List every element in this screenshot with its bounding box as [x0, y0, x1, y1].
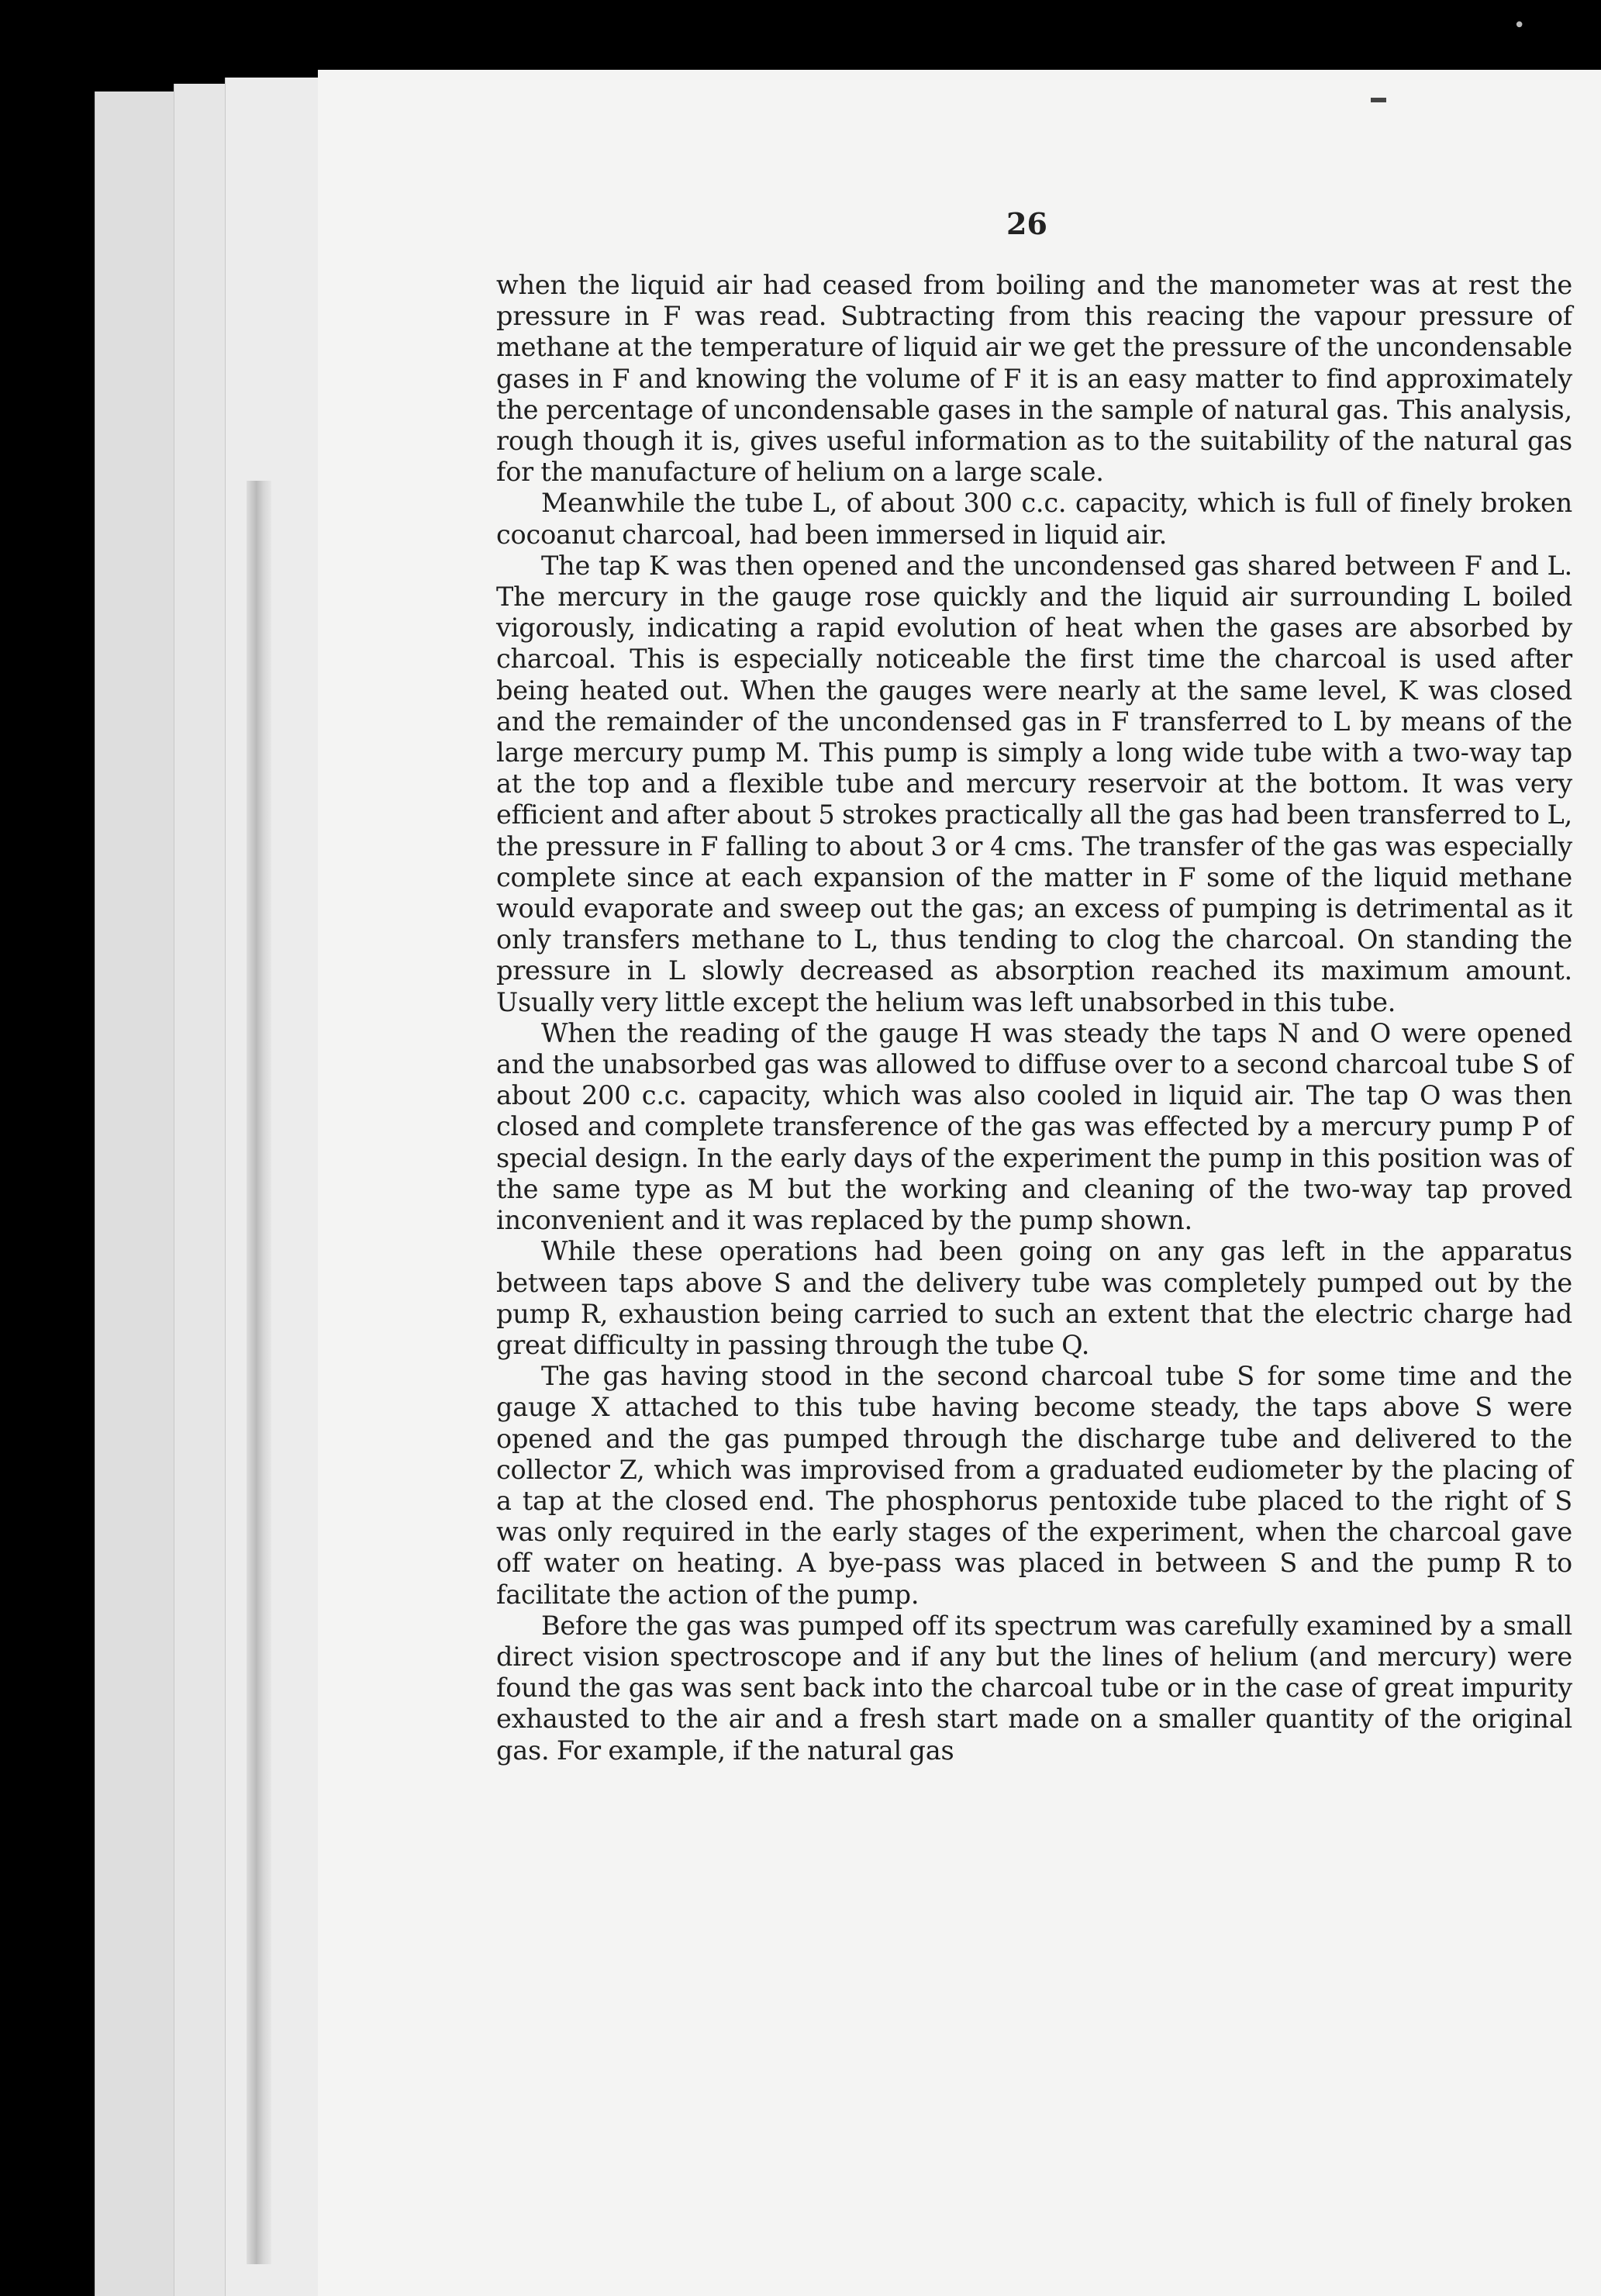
paragraph: Before the gas was pumped off its spectrum was carefully examined by a small direct vision spectroscope and if any but the lines of helium (and mercury) were found the gas was sent back into the charcoal tube or in the case of great impurity exhausted to the air and a fresh start made on a smaller quantity of the original gas. For example, if the natural gas: [496, 1610, 1572, 1766]
body-text: [496, 270, 1572, 1766]
paragraph: When the reading of the gauge H was steady the taps N and O were opened and the unabsorbed gas was allowed to diffuse over to a second charcoal tube S of about 200 c.c. capacity, which was also cooled in liquid air. The tap O was then closed and complete transference of the gas was effected by a mercury pump P of special design. In the early days of the experiment the pump in this position was of the same type as M but the working and cleaning of the two-way tap proved inconvenient and it was replaced by the pump shown.: [496, 1017, 1572, 1236]
scan-speck: •: [1513, 14, 1526, 37]
paragraph: when the liquid air had ceased from boiling and the manometer was at rest the pressure in F was read. Subtracting from this reacing the vapour pressure of methane at the temperature of liquid air we get the pressure of the uncondensable gases in F and knowing the volume of F it is an easy matter to find approximately the percentage of uncondensable gases in the sample of natural gas. This analysis, rough though it is, gives useful information as to the suitability of the natural gas for the manufacture of helium on a large scale.: [496, 270, 1572, 488]
paragraph: The tap K was then opened and the uncondensed gas shared between F and L. The mercury in the gauge rose quickly and the liquid air surrounding L boiled vigorously, indicating a rapid evolution of heat when the gases are absorbed by charcoal. This is especially noticeable the first time the charcoal is used after being heated out. When the gauges were nearly at the same level, K was closed and the remainder of the uncondensed gas in F transferred to L by means of the large mercury pump M. This pump is simply a long wide tube with a two-way tap at the top and a flexible tube and mercury reservoir at the bottom. It was very efficient and after about 5 strokes practically all the gas had been transferred to L, the pressure in F falling to about 3 or 4 cms. The transfer of the gas was especially complete since at each expansion of the matter in F some of the liquid methane would evaporate and sweep out the gas; an excess of pumping is detrimental as it only transfers methane to L, thus tending to clog the charcoal. On standing the pressure in L slowly decreased as absorption reached its maximum amount. Usually very little except the helium was left unabsorbed in this tube.: [496, 550, 1572, 1017]
page-number: 26: [1006, 206, 1047, 241]
paragraph: Meanwhile the tube L, of about 300 c.c. capacity, which is full of finely broken cocoanut charcoal, had been immersed in liquid air.: [496, 488, 1572, 550]
paragraph: The gas having stood in the second charcoal tube S for some time and the gauge X attached to this tube having become steady, the taps above S were opened and the gas pumped through the discharge tube and delivered to the collector Z, which was improvised from a graduated eudiometer by the placing of a tap at the closed end. The phosphorus pentoxide tube placed to the right of S was only required in the early stages of the experiment, when the charcoal gave off water on heating. A bye-pass was placed in between S and the pump R to facilitate the action of the pump.: [496, 1361, 1572, 1610]
binding-shadow: [247, 481, 271, 2264]
paragraph: While these operations had been going on any gas left in the apparatus between taps above S and the delivery tube was completely pumped out by the pump R, exhaustion being carried to such an extent that the electric charge had great difficulty in passing through the tube Q.: [496, 1236, 1572, 1360]
scan-mark: [1371, 98, 1386, 102]
